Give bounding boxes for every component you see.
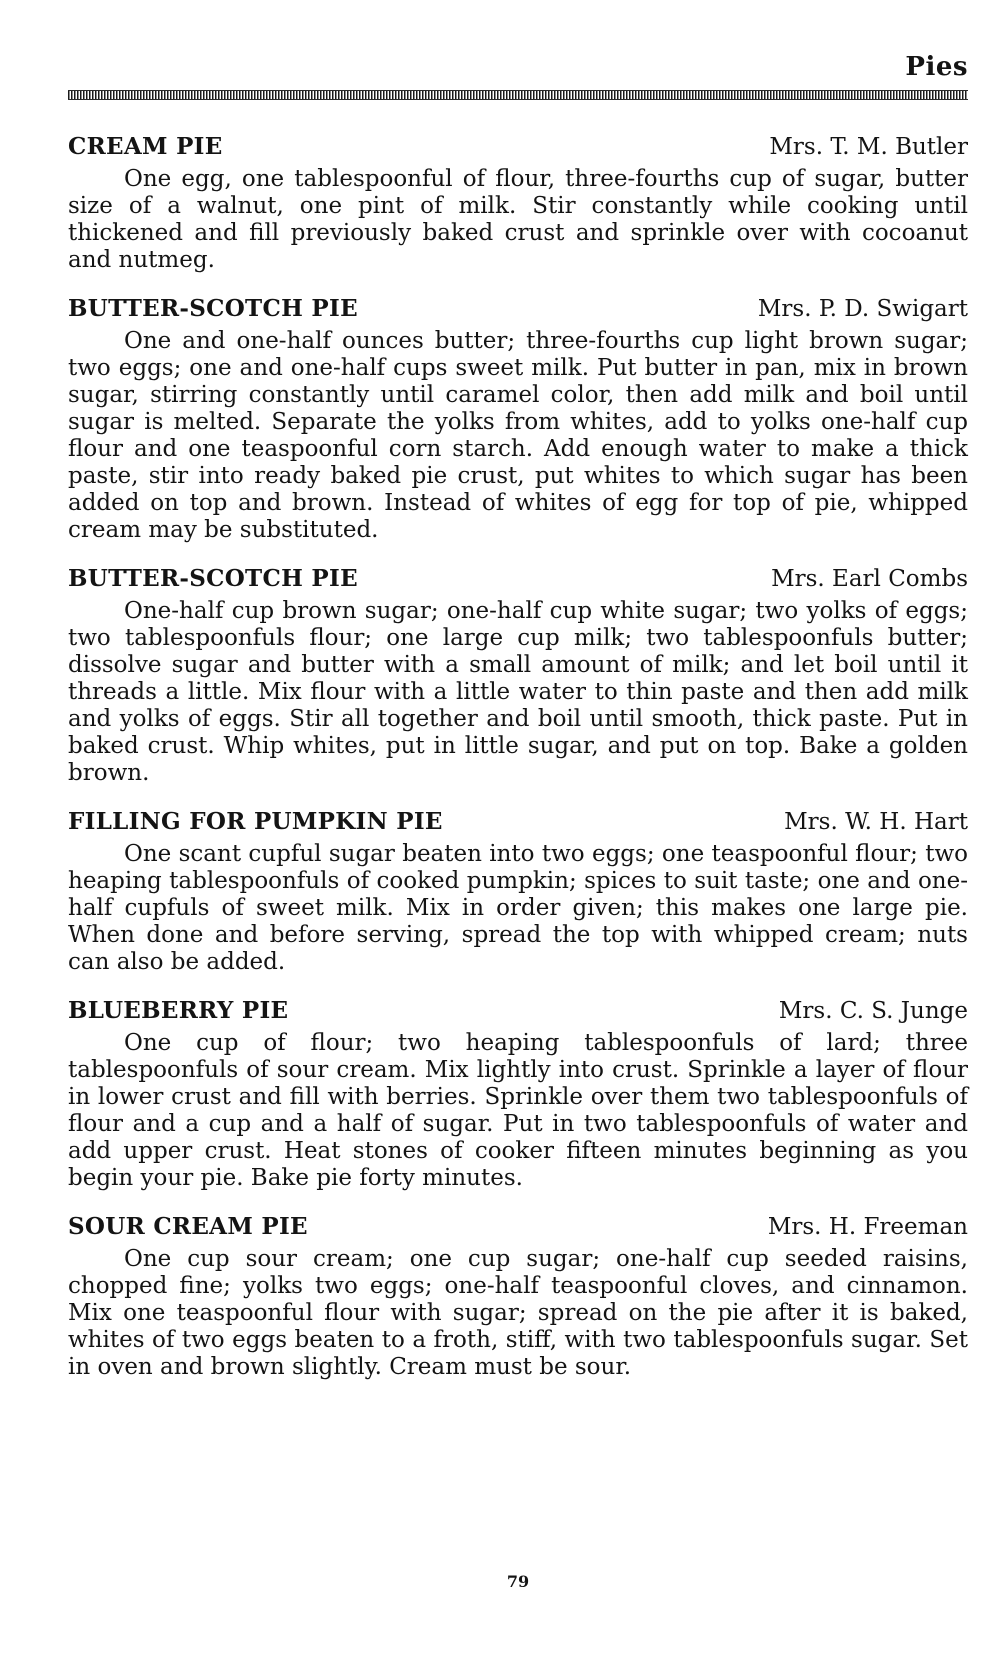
recipe-author: Mrs. C. S. Junge: [778, 998, 968, 1024]
recipe-title: BLUEBERRY PIE: [68, 997, 289, 1024]
page-number: 79: [506, 1572, 530, 1591]
recipe: [68, 1212, 968, 1381]
recipe-header: [68, 807, 968, 837]
recipe-author: Mrs. P. D. Swigart: [757, 296, 968, 322]
section-title: Pies: [905, 52, 968, 82]
recipe-header: [68, 132, 968, 162]
recipe-header: [68, 996, 968, 1026]
recipe: [68, 807, 968, 976]
recipe: [68, 294, 968, 544]
recipe-body: One egg, one tablespoonful of flour, three-fourths cup of sugar, butter size of a walnut, one pint of milk. Stir constantly while cooking until thickened and fill previously baked crust and sprinkle over with cocoanut and nutmeg.: [68, 166, 968, 273]
recipe-header: [68, 294, 968, 324]
recipe: [68, 132, 968, 274]
recipe-title: BUTTER-SCOTCH PIE: [68, 565, 358, 592]
recipe-author: Mrs. T. M. Butler: [769, 134, 968, 160]
recipe: [68, 564, 968, 787]
recipe-author: Mrs. Earl Combs: [771, 566, 968, 592]
recipe-body: One cup of flour; two heaping tablespoonfuls of lard; three tablespoonfuls of sour cream. Mix lightly into crust. Sprinkle a layer of flour in lower crust and fill with berries. Sprinkle over them two tablespoonfuls of flour and a cup and a half of sugar. Put in two tablespoonfuls of water and add upper crust. Heat stones of cooker fifteen minutes beginning as you begin your pie. Bake pie forty minutes.: [68, 1030, 968, 1191]
recipe-body: One scant cupful sugar beaten into two eggs; one teaspoonful flour; two heaping tablespoonfuls of cooked pumpkin; spices to suit taste; one and one-half cupfuls of sweet milk. Mix in order given; this makes one large pie. When done and before serving, spread the top with whipped cream; nuts can also be added.: [68, 841, 968, 975]
recipe-title: SOUR CREAM PIE: [68, 1213, 308, 1240]
recipe-body: One and one-half ounces butter; three-fourths cup light brown sugar; two eggs; one and one-half cups sweet milk. Put butter in pan, mix in brown sugar, stirring constantly until caramel color, then add milk and boil until sugar is melted. Separate the yolks from whites, add to yolks one-half cup flour and one teaspoonful corn starch. Add enough water to make a thick paste, stir into ready baked pie crust, put whites to which sugar has been added on top and brown. Instead of whites of egg for top of pie, whipped cream may be substituted.: [68, 328, 968, 543]
recipe-title: FILLING FOR PUMPKIN PIE: [68, 808, 443, 835]
recipe-body: One cup sour cream; one cup sugar; one-half cup seeded raisins, chopped fine; yolks two eggs; one-half teaspoonful cloves, and cinnamon. Mix one teaspoonful flour with sugar; spread on the pie after it is baked, whites of two eggs beaten to a froth, stiff, with two tablespoonfuls sugar. Set in oven and brown slightly. Cream must be sour.: [68, 1246, 968, 1380]
recipe-list: [68, 132, 968, 1381]
recipe-author: Mrs. H. Freeman: [767, 1214, 968, 1240]
recipe-title: CREAM PIE: [68, 133, 223, 160]
recipe: [68, 996, 968, 1192]
header-rule: [68, 90, 968, 100]
recipe-header: [68, 564, 968, 594]
book-page: [68, 40, 968, 1640]
recipe-title: BUTTER-SCOTCH PIE: [68, 295, 358, 322]
recipe-header: [68, 1212, 968, 1242]
recipe-author: Mrs. W. H. Hart: [784, 809, 968, 835]
recipe-body: One-half cup brown sugar; one-half cup white sugar; two yolks of eggs; two tablespoonfuls flour; one large cup milk; two tablespoonfuls butter; dissolve sugar and butter with a small amount of milk; and let boil until it threads a little. Mix flour with a little water to thin paste and then add milk and yolks of eggs. Stir all together and boil until smooth, thick paste. Put in baked crust. Whip whites, put in little sugar, and put on top. Bake a golden brown.: [68, 598, 968, 786]
